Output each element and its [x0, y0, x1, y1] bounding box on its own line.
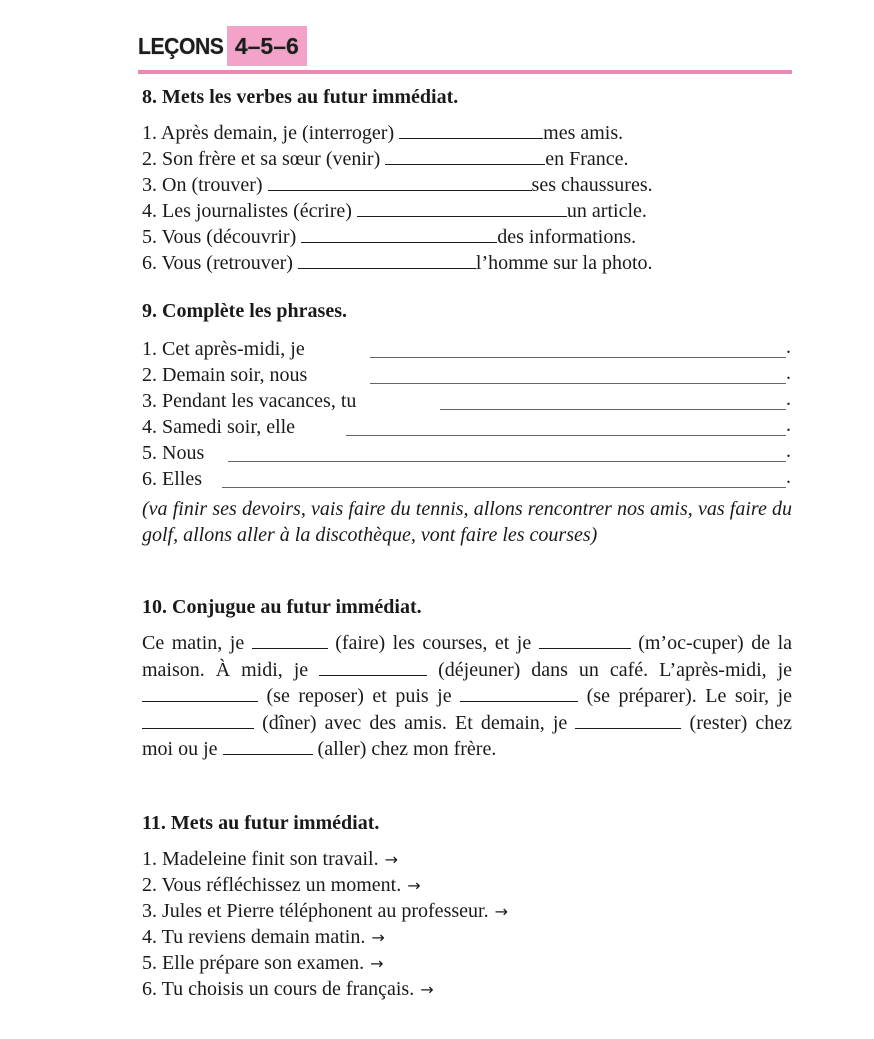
ex10-text-5: (se reposer) et puis je	[266, 685, 452, 707]
ex8-title: 8. Mets les verbes au futur immédiat.	[142, 86, 459, 108]
ex8-item-3	[142, 172, 653, 198]
ex10-blank-4[interactable]	[142, 685, 258, 702]
ex9-item-2-blank[interactable]	[370, 382, 786, 384]
arrow-right-icon: →	[494, 902, 508, 921]
ex9-item-5: 5. Nous	[142, 442, 205, 464]
ex8-item-3-text: 3. On (trouver)	[142, 174, 263, 196]
ex9-item-2: 2. Demain soir, nous	[142, 364, 308, 386]
ex9-item-5-blank[interactable]	[228, 460, 786, 462]
ex10-text-2: (faire) les courses, et je	[335, 632, 532, 654]
ex10-text-4: (déjeuner) dans un café. L’après-midi, je	[438, 658, 793, 681]
ex10-blank-5[interactable]	[460, 685, 578, 702]
arrow-right-icon: →	[407, 876, 421, 895]
ex10-text-8: (rester) chez moi ou je	[142, 711, 793, 760]
ex9-item-1-period: .	[786, 336, 791, 358]
ex10-blank-1[interactable]	[252, 632, 328, 649]
ex8-item-4-text: 4. Les journalistes (écrire)	[142, 200, 352, 222]
ex8-item-4	[142, 198, 647, 224]
ex8-item-6-text: 6. Vous (retrouver)	[142, 252, 293, 274]
ex10-blank-6[interactable]	[142, 712, 254, 729]
ex9-word-hint: (va finir ses devoirs, vais faire du tennis, allons rencontrer nos amis, vas faire du golf, allons aller à la discothèque, vont faire les courses)	[142, 498, 792, 546]
ex9-item-4: 4. Samedi soir, elle	[142, 416, 296, 438]
ex8-item-4-end: un article.	[566, 200, 647, 222]
ex11-item-2	[142, 872, 421, 899]
ex11-title: 11. Mets au futur immédiat.	[142, 812, 380, 834]
arrow-right-icon: →	[371, 928, 385, 947]
ex8-item-1-text: 1. Après demain, je (interroger)	[142, 122, 395, 144]
ex10-blank-7[interactable]	[575, 712, 681, 729]
ex11-item-3	[142, 898, 508, 925]
ex10-text-9: (aller) chez mon frère.	[317, 738, 497, 760]
ex10-text-3: (m’oc-cuper) de la maison. À midi, je	[142, 632, 793, 681]
ex11-item-5-text: 5. Elle prépare son examen.	[142, 952, 365, 974]
ex11-item-4	[142, 924, 385, 951]
ex9-item-3-period: .	[786, 388, 791, 410]
arrow-right-icon: →	[384, 850, 399, 869]
ex11-item-2-text: 2. Vous réfléchissez un moment.	[142, 874, 402, 896]
ex9-item-1-blank[interactable]	[370, 356, 786, 358]
ex9-item-2-period: .	[786, 362, 791, 384]
ex8-item-5-end: des informations.	[497, 226, 637, 248]
lesson-numbers-badge: 4–5–6	[227, 26, 307, 66]
ex10-text-1: Ce matin, je	[142, 632, 245, 654]
ex8-item-3-end: ses chaussures.	[531, 174, 653, 196]
ex8-item-4-blank[interactable]	[357, 198, 567, 217]
ex8-item-1-end: mes amis.	[543, 122, 624, 144]
ex10-blank-8[interactable]	[223, 738, 313, 755]
ex10-title: 10. Conjugue au futur immédiat.	[142, 596, 422, 618]
ex9-item-3: 3. Pendant les vacances, tu	[142, 390, 357, 412]
ex8-item-6-end: l’homme sur la photo.	[475, 252, 653, 274]
header-divider	[138, 70, 792, 74]
lecons-label: LEÇONS	[138, 32, 224, 59]
ex9-item-1: 1. Cet après-midi, je	[142, 338, 305, 360]
ex8-item-2-blank[interactable]	[385, 146, 545, 165]
ex10-text-6: (se préparer). Le soir, je	[586, 685, 793, 707]
ex10-paragraph	[142, 630, 792, 763]
ex10-blank-2[interactable]	[539, 632, 631, 649]
ex11-item-4-text: 4. Tu reviens demain matin.	[142, 926, 366, 948]
ex11-item-6-text: 6. Tu choisis un cours de français.	[142, 978, 415, 1000]
ex9-item-6-period: .	[786, 466, 791, 488]
ex9-title: 9. Complète les phrases.	[142, 300, 347, 322]
ex8-item-2-text: 2. Son frère et sa sœur (venir)	[142, 148, 381, 170]
ex9-item-5-period: .	[786, 440, 791, 462]
ex8-item-2-end: en France.	[545, 148, 629, 170]
arrow-right-icon: →	[420, 980, 434, 999]
ex11-item-1-text: 1. Madeleine finit son travail.	[142, 848, 379, 870]
ex8-item-5-blank[interactable]	[301, 224, 497, 243]
ex8-item-3-blank[interactable]	[268, 172, 532, 191]
ex8-item-1-blank[interactable]	[399, 120, 543, 139]
ex8-item-2	[142, 146, 629, 172]
ex8-item-6-blank[interactable]	[298, 250, 476, 269]
ex8-item-6	[142, 250, 653, 276]
ex9-item-4-period: .	[786, 414, 791, 436]
arrow-right-icon: →	[370, 954, 384, 973]
lesson-header	[138, 24, 307, 68]
ex9-item-6-blank[interactable]	[222, 486, 786, 488]
ex10-blank-3[interactable]	[319, 659, 427, 676]
ex11-item-5	[142, 950, 384, 977]
ex11-item-6	[142, 976, 434, 1003]
ex11-item-3-text: 3. Jules et Pierre téléphonent au professeur.	[142, 900, 489, 922]
ex8-item-5	[142, 224, 636, 250]
ex9-item-3-blank[interactable]	[440, 408, 786, 410]
ex11-item-1	[142, 846, 398, 873]
ex9-item-4-blank[interactable]	[346, 434, 786, 436]
ex10-text-7: (dîner) avec des amis. Et demain, je	[262, 711, 568, 734]
ex8-item-1	[142, 120, 623, 146]
ex8-item-5-text: 5. Vous (découvrir)	[142, 226, 297, 248]
ex9-item-6: 6. Elles	[142, 468, 202, 490]
